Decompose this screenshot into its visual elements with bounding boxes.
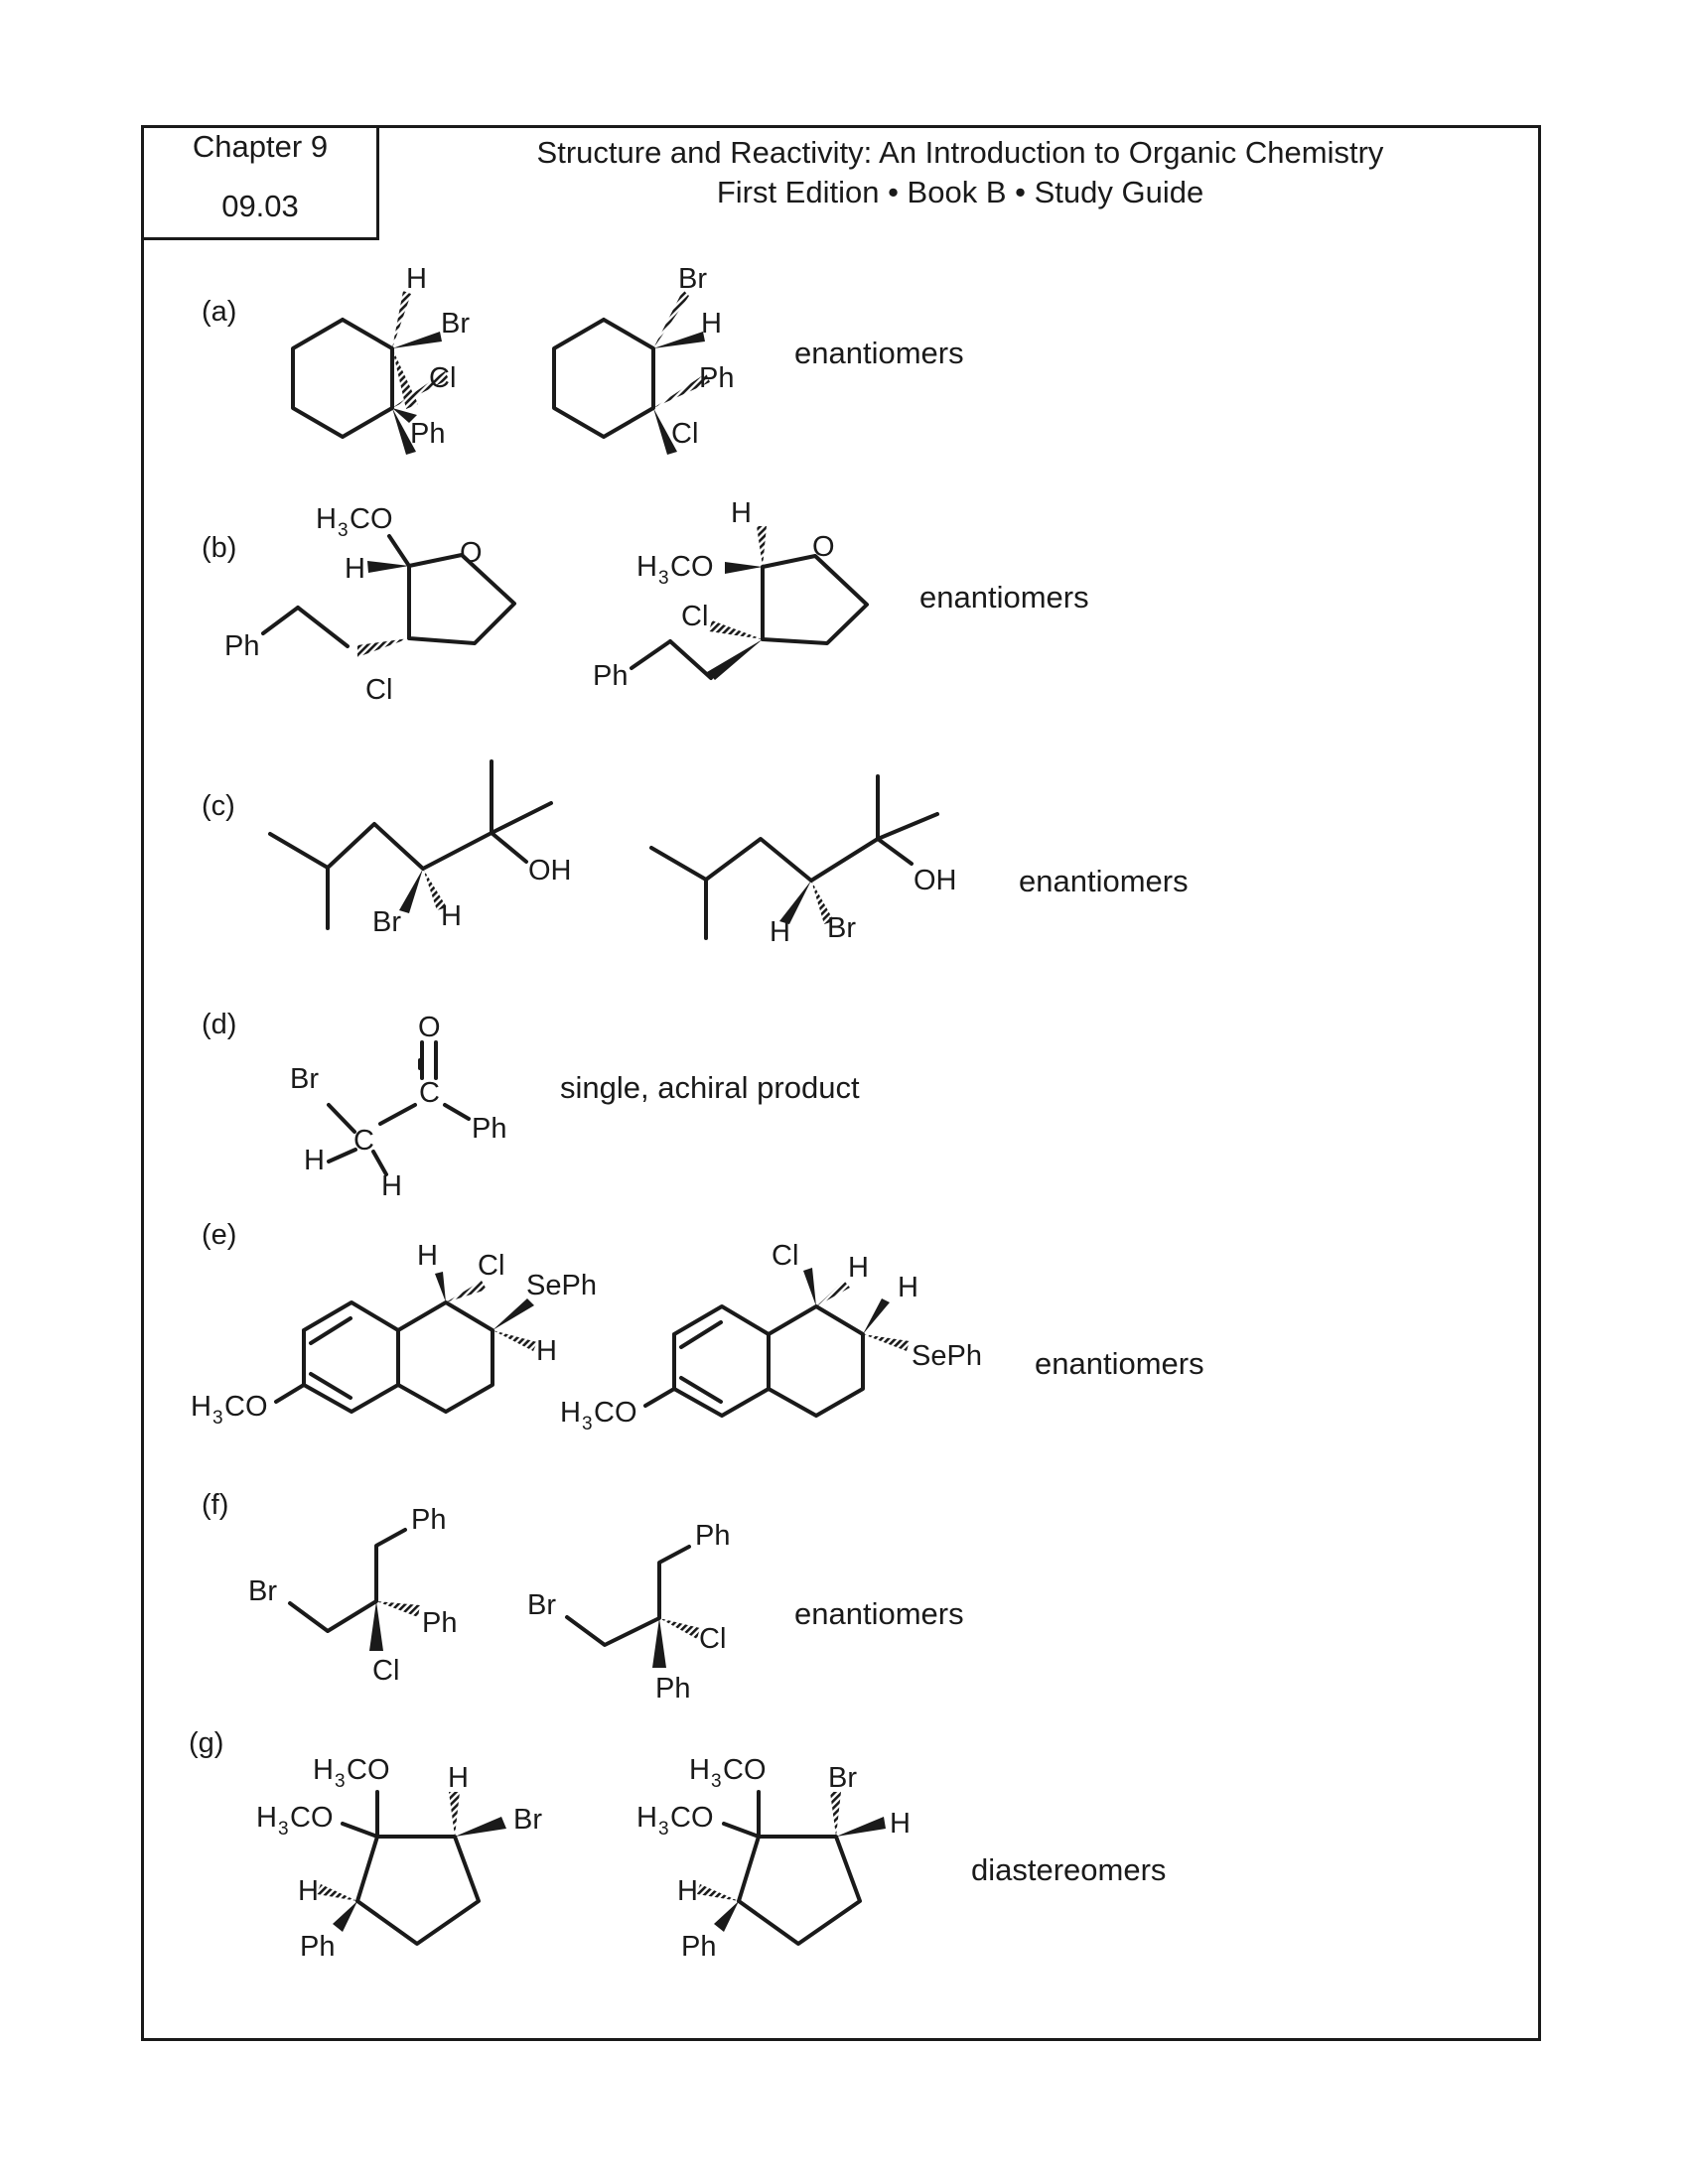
result-a: enantiomers [794,336,964,370]
atom-label: Ph [411,1504,447,1536]
atom-subscript: 3 [658,568,669,589]
atom-label: Br [513,1804,542,1836]
atom-label: CO [290,1802,334,1834]
atom-label: Cl [681,601,709,632]
structure-d [329,1042,469,1174]
problem-label-f: (f) [202,1489,229,1521]
atom-label: H [536,1335,557,1367]
atom-label: Ph [699,362,735,394]
atom-label: Cl [365,674,393,706]
atom-subscript: 3 [335,1771,346,1792]
atom-label: CO [670,1802,714,1834]
atom-label: CO [594,1397,637,1429]
atom-label: CO [224,1391,268,1423]
book-subtitle: First Edition • Book B • Study Guide [716,175,1204,209]
atom-label: H [890,1808,911,1840]
atom-label: O [418,1012,441,1043]
atom-subscript: 3 [212,1408,223,1429]
structure-f-right [567,1547,689,1668]
atom-label: H [689,1754,710,1786]
result-c: enantiomers [1019,864,1189,898]
atom-label: H [636,551,657,583]
atom-label: Ph [300,1931,336,1963]
atom-label: Br [527,1589,556,1621]
atom-label: H [417,1240,438,1272]
atom-subscript: 3 [338,520,349,541]
atom-label: Ph [681,1931,717,1963]
atom-label: Ph [655,1673,691,1705]
atom-label: Br [828,1762,857,1794]
atom-label: Br [441,308,470,340]
structure-e-right [645,1306,863,1416]
atom-subscript: 3 [278,1819,289,1840]
atom-label: Ph [422,1607,458,1639]
atom-label: H [345,553,365,585]
atom-subscript: 3 [582,1414,593,1434]
atom-label: H [381,1170,402,1202]
atom-label: H [848,1252,869,1284]
atom-label: O [812,531,835,563]
atom-label: H [304,1145,325,1176]
result-f: enantiomers [794,1596,964,1631]
atom-label: Br [290,1063,319,1095]
result-d: single, achiral product [560,1070,860,1105]
atom-label: Cl [772,1240,799,1272]
atom-label: O [460,537,483,569]
atom-label: Ph [472,1113,507,1145]
atom-label: SePh [526,1270,597,1301]
atom-label: SePh [912,1340,982,1372]
atom-label: Br [827,912,856,944]
problem-label-d: (d) [202,1009,237,1040]
atom-label: CO [347,1754,390,1786]
atom-label: CO [350,503,393,535]
atom-label: H [441,900,462,932]
atom-label: H [731,497,752,529]
atom-label: H [770,916,790,948]
atom-label: Cl [429,362,457,394]
atom-label: Cl [372,1655,400,1687]
problem-label-e: (e) [202,1219,237,1251]
structure-a-right [554,320,653,437]
atom-label: H [406,263,427,295]
structure-g-left [333,1792,506,1944]
atom-label: Cl [671,418,699,450]
atom-label: Br [248,1575,277,1607]
atom-label: H [313,1754,334,1786]
atom-subscript: 3 [711,1771,722,1792]
atom-label: OH [528,855,572,887]
atom-label: OH [914,865,957,896]
section-number: 09.03 [221,189,299,223]
problem-label-c: (c) [202,790,235,822]
structure-g-right [714,1792,886,1944]
result-b: enantiomers [919,580,1089,614]
result-e: enantiomers [1035,1346,1204,1381]
atom-label: Ph [224,630,260,662]
atom-label: Br [678,263,707,295]
atom-label: Ph [695,1520,731,1552]
problem-label-a: (a) [202,296,237,328]
atom-label: Ph [593,660,629,692]
atom-label: H [560,1397,581,1429]
problem-label-g: (g) [189,1727,224,1759]
atom-label: Cl [699,1623,727,1655]
atom-label: Cl [478,1250,505,1282]
atom-subscript: 3 [658,1819,669,1840]
problem-label-b: (b) [202,532,237,564]
structure-a-left [293,320,418,437]
atom-label: H [298,1875,319,1907]
atom-label: CO [670,551,714,583]
atom-label: H [636,1802,657,1834]
atom-label: H [701,308,722,340]
atom-label: Br [372,906,401,938]
atom-label: H [677,1875,698,1907]
atom-label: C [419,1077,440,1109]
atom-label: H [316,503,337,535]
result-g: diastereomers [971,1852,1167,1887]
structure-e-left [276,1272,492,1412]
atom-label: H [448,1762,469,1794]
atom-label: CO [723,1754,767,1786]
atom-label: H [898,1272,918,1303]
atom-label: Ph [410,418,446,450]
atom-label: C [353,1125,374,1157]
atom-label: H [191,1391,211,1423]
chapter-label: Chapter 9 [192,129,329,164]
structure-f-left [290,1530,405,1651]
atom-label: H [256,1802,277,1834]
book-title: Structure and Reactivity: An Introduction to Organic Chemistry [536,135,1384,170]
